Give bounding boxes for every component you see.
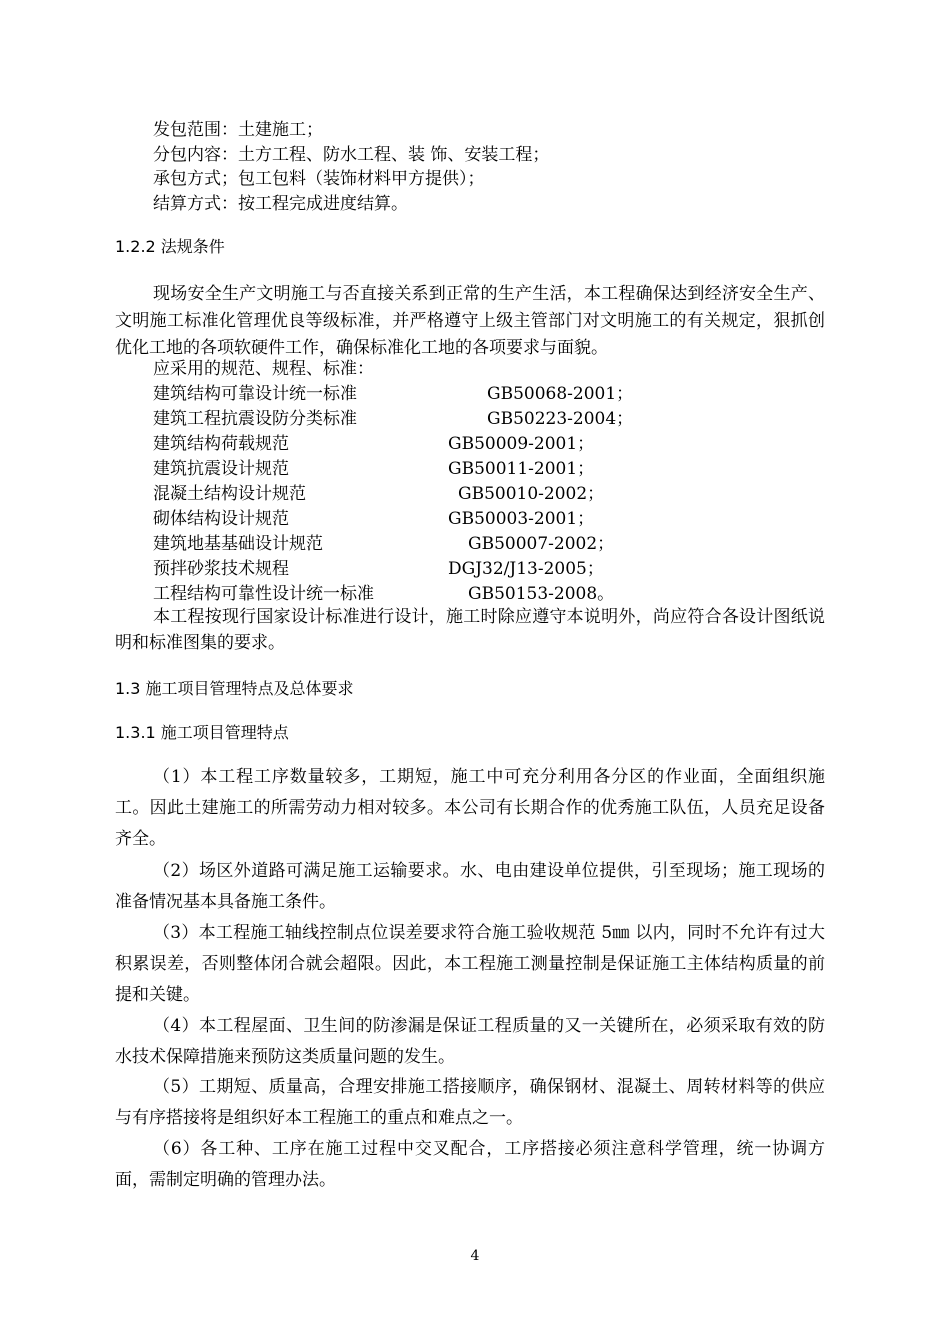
regulation-closing: 本工程按现行国家设计标准进行设计，施工时除应遵守本说明外，尚应符合各设计图纸说明和标准图集的要求。 — [115, 607, 825, 653]
standard-code: GB50068-2001； — [487, 384, 634, 404]
contract-scope: 发包范围：土建施工； — [153, 120, 323, 140]
standard-name: 建筑地基基础设计规范 — [153, 534, 323, 554]
standard-name: 混凝土结构设计规范 — [153, 484, 306, 504]
standard-code: DGJ32/J13-2005； — [448, 559, 604, 579]
feature-item-3: （3）本工程施工轴线控制点位误差要求符合施工验收规范 5㎜ 以内，同时不允许有过大积累误差，否则整体闭合就会超限。因此，本工程施工测量控制是保证施工主体结构质量的前提和关键。 — [115, 923, 825, 1005]
page-number: 4 — [470, 1248, 480, 1264]
contract-settlement: 结算方式：按工程完成进度结算。 — [153, 194, 408, 214]
standard-name: 工程结构可靠性设计统一标准 — [153, 584, 374, 604]
standard-name: 建筑抗震设计规范 — [153, 459, 289, 479]
standard-code: GB50007-2002； — [468, 534, 615, 554]
feature-item-1: （1）本工程工序数量较多，工期短，施工中可充分利用各分区的作业面，全面组织施工。因此土建施工的所需劳动力相对较多。本公司有长期合作的优秀施工队伍，人员充足设备齐全。 — [115, 767, 825, 849]
standard-name: 建筑结构荷载规范 — [153, 434, 289, 454]
standard-code: GB50010-2002； — [458, 484, 605, 504]
feature-item-5: （5）工期短、质量高，合理安排施工搭接顺序，确保钢材、混凝土、周转材料等的供应与有序搭接将是组织好本工程施工的重点和难点之一。 — [115, 1077, 825, 1128]
standard-name: 砌体结构设计规范 — [153, 509, 289, 529]
standard-code: GB50153-2008。 — [468, 584, 615, 604]
standards-label: 应采用的规范、规程、标准： — [153, 359, 374, 379]
section-heading-1-3: 1.3 施工项目管理特点及总体要求 — [115, 679, 354, 698]
section-heading-1-2-2: 1.2.2 法规条件 — [115, 237, 225, 256]
standard-code: GB50009-2001； — [448, 434, 595, 454]
contract-mode: 承包方式；包工包料（装饰材料甲方提供）； — [153, 169, 485, 189]
feature-item-6: （6）各工种、工序在施工过程中交叉配合，工序搭接必须注意科学管理，统一协调方面，需制定明确的管理办法。 — [115, 1139, 825, 1190]
standard-name: 预拌砂浆技术规程 — [153, 559, 289, 579]
feature-item-4: （4）本工程屋面、卫生间的防渗漏是保证工程质量的又一关键所在，必须采取有效的防水技术保障措施来预防这类质量问题的发生。 — [115, 1016, 825, 1067]
standard-name: 建筑工程抗震设防分类标准 — [153, 409, 357, 429]
standard-code: GB50223-2004； — [487, 409, 634, 429]
contract-subcontract: 分包内容：土方工程、防水工程、装 饰、安装工程； — [153, 145, 550, 165]
feature-item-2: （2）场区外道路可满足施工运输要求。水、电由建设单位提供，引至现场；施工现场的准备情况基本具备施工条件。 — [115, 861, 825, 912]
regulation-intro: 现场安全生产文明施工与否直接关系到正常的生产生活，本工程确保达到经济安全生产、文明施工标准化管理优良等级标准，并严格遵守上级主管部门对文明施工的有关规定，狠抓创优化工地的各项软硬件工作，确保标准化工地的各项要求与面貌。 — [115, 284, 825, 358]
standard-code: GB50003-2001； — [448, 509, 595, 529]
standard-code: GB50011-2001； — [448, 459, 595, 479]
section-heading-1-3-1: 1.3.1 施工项目管理特点 — [115, 723, 289, 742]
standard-name: 建筑结构可靠设计统一标准 — [153, 384, 357, 404]
